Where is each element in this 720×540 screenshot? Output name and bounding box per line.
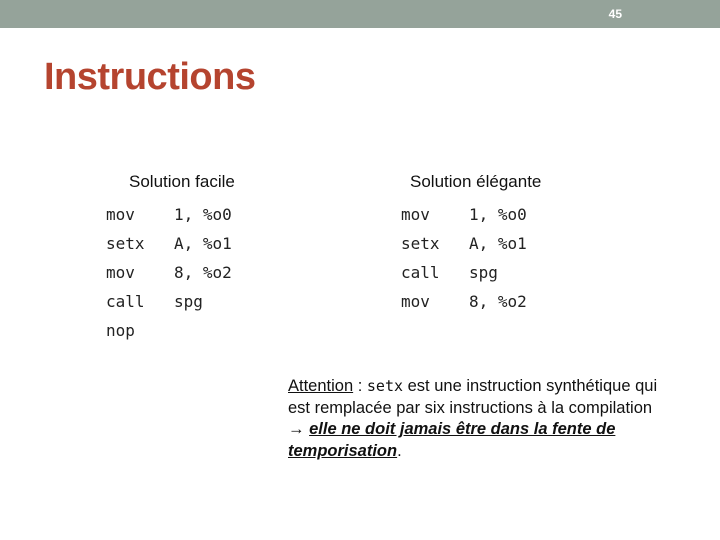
code-line	[106, 200, 232, 229]
code-op: mov	[106, 263, 135, 282]
code-op: setx	[401, 234, 440, 253]
top-bar	[0, 0, 720, 28]
page-number: 45	[608, 7, 622, 21]
note-code: setx	[366, 377, 404, 395]
attention-note	[288, 376, 668, 462]
attention-label: Attention	[288, 377, 354, 395]
code-line	[106, 229, 232, 258]
code-line	[106, 287, 232, 316]
code-arg: spg	[174, 292, 203, 311]
code-op: mov	[401, 205, 430, 224]
code-arg: A, %o1	[174, 234, 232, 253]
note-end: .	[397, 441, 402, 460]
right-arrow-icon: →	[288, 420, 305, 438]
code-arg: 1, %o0	[174, 205, 232, 224]
elegant-solution-heading: Solution élégante	[410, 172, 542, 191]
code-op: nop	[106, 321, 135, 340]
code-arg: 1, %o0	[469, 205, 527, 224]
code-line	[401, 200, 527, 229]
code-op: call	[401, 263, 440, 282]
code-arg: 8, %o2	[469, 292, 527, 311]
code-arg: A, %o1	[469, 234, 527, 253]
note-emphasis: elle ne doit jamais être dans la fente de temporisation	[288, 420, 616, 460]
code-line	[401, 229, 527, 258]
code-arg: 8, %o2	[174, 263, 232, 282]
page-title: Instructions	[44, 56, 256, 98]
elegant-solution-code	[401, 200, 527, 316]
code-op: mov	[106, 205, 135, 224]
code-arg: spg	[469, 263, 498, 282]
code-line	[401, 287, 527, 316]
code-op: mov	[401, 292, 430, 311]
note-separator: :	[353, 377, 367, 395]
code-line	[401, 258, 527, 287]
code-op: setx	[106, 234, 145, 253]
easy-solution-heading: Solution facile	[129, 172, 235, 191]
note-text: est une instruction synthétique qui est remplacée par six instructions à la compilation	[288, 377, 658, 417]
code-line	[106, 258, 232, 287]
easy-solution-code	[106, 200, 232, 345]
code-line	[106, 316, 232, 345]
code-op: call	[106, 292, 145, 311]
